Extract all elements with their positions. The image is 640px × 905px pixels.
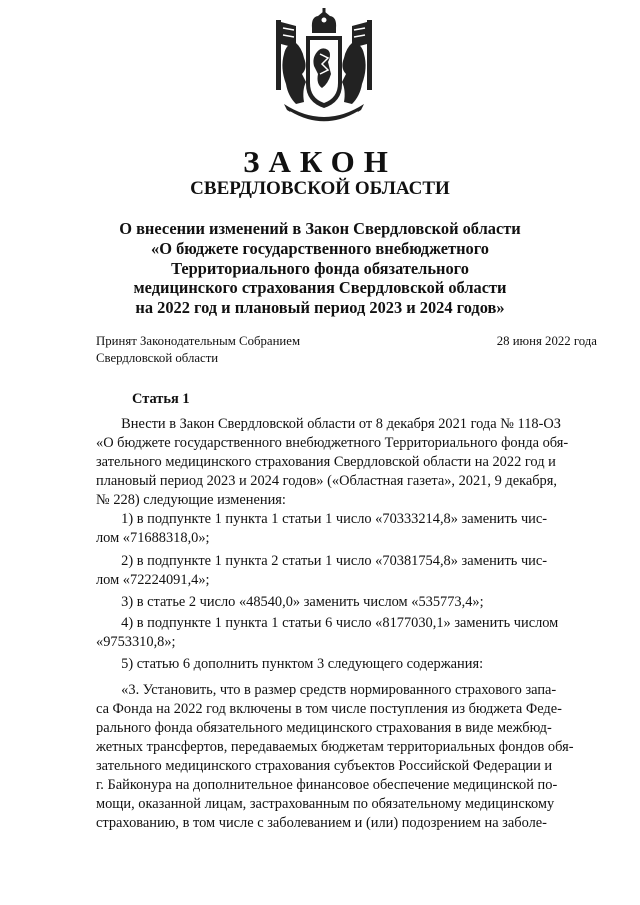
- quoted-clause: «3. Установить, что в размер средств нормированного страхового запа- са Фонда на 2022 год включены в том числе поступления из бюджета Феде- рального фонда обязательного медицинского страхования в виде межбюд- жетных трансфертов, передаваемых бюджетам территориальных фондов обя- зательного медицинского страхования субъектов Российской Федерации и г. Байконура на дополнительное финансовое обеспечение медицинской по- мощи, оказанной лицам, застрахованным по обязательному медицинскому страхованию, в том числе с заболеванием и (или) подозрением на заболе-: [96, 682, 574, 831]
- adoption-date: 28 июня 2022 года: [496, 334, 597, 348]
- amendment-item-2: 2) в подпункте 1 пункта 2 статьи 1 число «70381754,8» заменить чис- лом «72224091,4»;: [96, 553, 548, 588]
- shield-icon: [306, 36, 342, 108]
- intro-paragraph: Внести в Закон Свердловской области от 8 декабря 2021 года № 118-ОЗ «О бюджете государственного внебюджетного Территориального фонда обя- зательного медицинского страхования Свердловской области на 2022 год и плановый период 2023 и 2024 годов» («Областная газета», 2021, 9 декабря, № 228) следующие изменения:: [96, 416, 569, 508]
- law-subject: О внесении изменений в Закон Свердловской области «О бюджете государственного внебюджетного Территориального фонда обязательного медицинского страхования Свердловской области на 2022 год и плановый период 2023 и 2024 годов»: [119, 219, 521, 318]
- sable-supporter-left-icon: [276, 20, 306, 104]
- article-title: Статья 1: [132, 391, 190, 407]
- sable-supporter-right-icon: [342, 20, 372, 104]
- amendment-item-3: 3) в статье 2 число «48540,0» заменить числом «535773,4»;: [96, 594, 484, 610]
- region-name: СВЕРДЛОВСКОЙ ОБЛАСТИ: [190, 178, 450, 199]
- amendment-item-5: 5) статью 6 дополнить пунктом 3 следующего содержания:: [96, 656, 484, 672]
- crown-icon: [312, 8, 336, 33]
- coat-of-arms-icon: [262, 8, 386, 126]
- amendment-item-1: 1) в подпункте 1 пункта 1 статьи 1 число «70333214,8» заменить чис- лом «71688318,0»;: [96, 511, 548, 546]
- adopted-by: Принят Законодательным Собранием Свердловской области: [96, 334, 301, 365]
- law-title: ЗАКОН: [243, 144, 397, 179]
- amendment-item-4: 4) в подпункте 1 пункта 1 статьи 6 число «8177030,1» заменить числом «9753310,8»;: [96, 615, 559, 650]
